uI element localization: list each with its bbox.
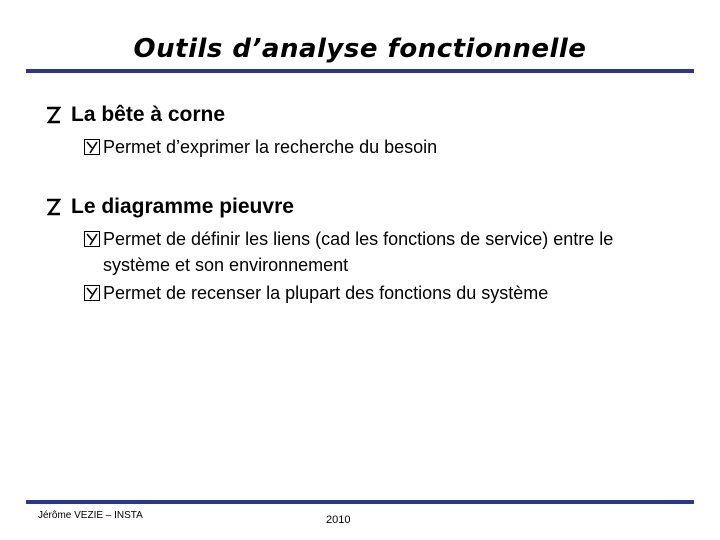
boxed-y-bullet-icon (84, 285, 100, 301)
section-heading-text: La bête à corne (71, 103, 226, 126)
footer-author: Jérôme VEZIE – INSTA (38, 510, 143, 521)
section-point-text: Permet de définir les liens (cad les fonctions de service) entre le système et son environnement (103, 229, 614, 275)
z-bullet-icon (46, 198, 61, 216)
section-heading-bete-a-corne (46, 103, 225, 127)
boxed-y-bullet-icon (84, 231, 100, 247)
footer-divider (26, 500, 694, 504)
section-point (84, 134, 683, 160)
z-bullet-icon (46, 106, 61, 124)
section-point (84, 280, 683, 306)
section-point-text: Permet d’exprimer la recherche du besoin (103, 137, 438, 157)
section-heading-diagramme-pieuvre (46, 195, 294, 219)
slide-title: Outils d’analyse fonctionnelle (133, 34, 587, 64)
boxed-y-bullet-icon (84, 139, 100, 155)
section-heading-text: Le diagramme pieuvre (71, 195, 294, 218)
section-point (84, 226, 683, 278)
footer-year: 2010 (326, 514, 351, 526)
title-divider (26, 69, 694, 73)
section-point-text: Permet de recenser la plupart des fonctions du système (103, 283, 549, 303)
